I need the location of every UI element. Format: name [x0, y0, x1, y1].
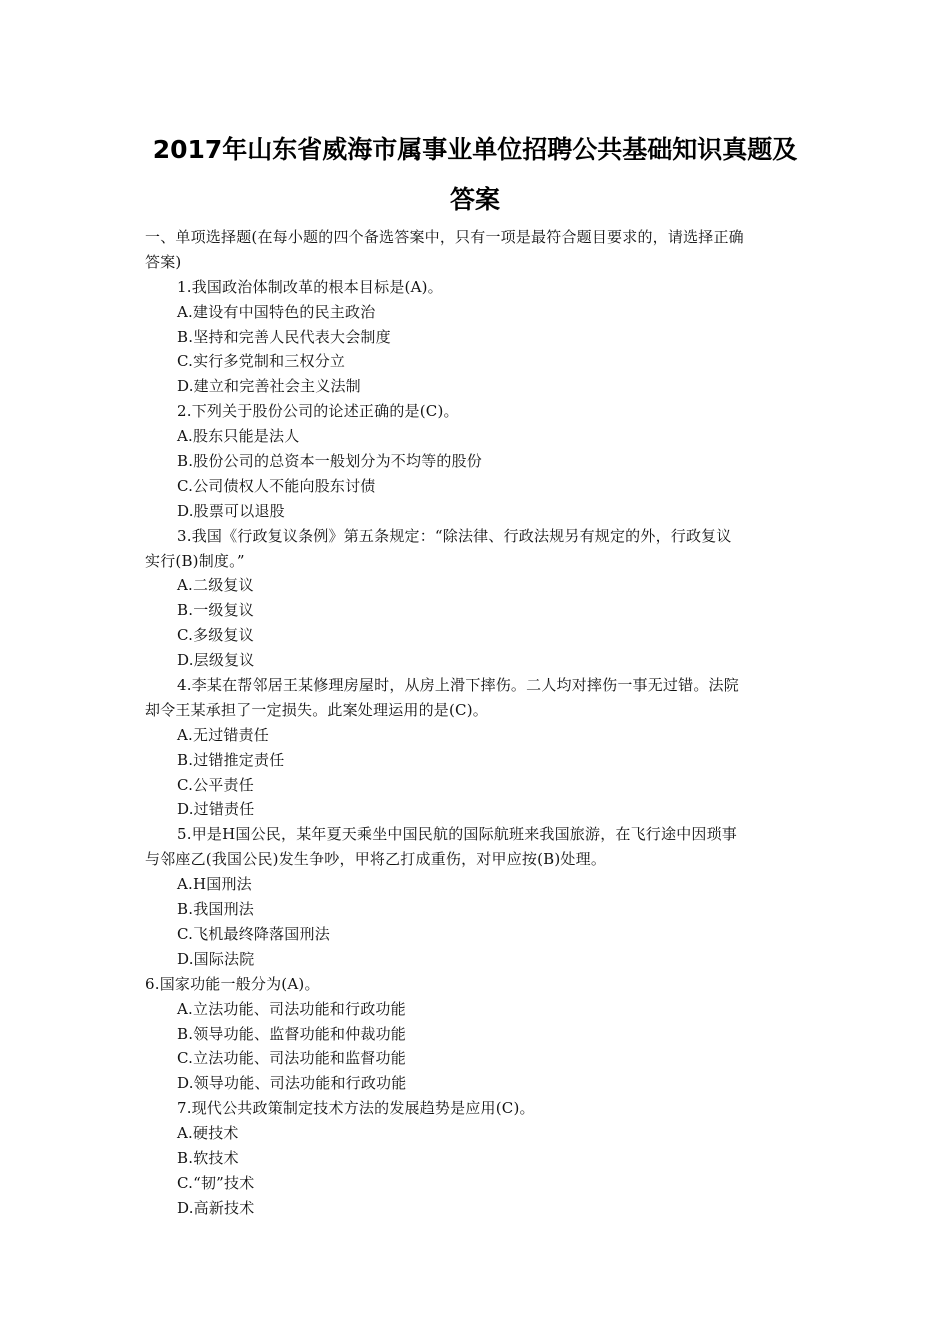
question-5-option-a: A.H国刑法	[177, 875, 252, 894]
question-4-option-a: A.无过错责任	[177, 725, 270, 744]
question-1-option-b: B.坚持和完善人民代表大会制度	[177, 327, 391, 346]
question-4-option-d: D.过错责任	[177, 800, 255, 819]
document-title-line-1: 2017年山东省威海市属事业单位招聘公共基础知识真题及	[152, 135, 798, 164]
question-2: 2.下列关于股份公司的论述正确的是(C)。	[177, 402, 459, 421]
question-5-option-d: D.国际法院	[177, 949, 255, 968]
question-2-option-a: A.股东只能是法人	[177, 427, 300, 446]
question-7-option-d: D.高新技术	[177, 1198, 255, 1217]
question-1-option-c: C.实行多党制和三权分立	[177, 352, 346, 371]
question-3-option-d: D.层级复议	[177, 651, 255, 670]
question-3: 3.我国《行政复议条例》第五条规定：“除法律、行政法规另有规定的外，行政复议	[177, 526, 732, 545]
question-2-option-c: C.公司债权人不能向股东讨债	[177, 476, 376, 495]
question-1: 1.我国政治体制改革的根本目标是(A)。	[177, 277, 443, 296]
question-6-option-d: D.领导功能、司法功能和行政功能	[177, 1074, 407, 1093]
question-7: 7.现代公共政策制定技术方法的发展趋势是应用(C)。	[177, 1099, 535, 1118]
document-title-line-2: 答案	[449, 185, 500, 214]
question-5: 5.甲是H国公民，某年夏天乘坐中国民航的国际航班来我国旅游，在飞行途中因琐事	[177, 825, 737, 844]
question-6-option-b: B.领导功能、监督功能和仲裁功能	[177, 1024, 406, 1043]
question-7-option-c: C.“韧”技术	[177, 1173, 255, 1192]
question-5-option-b: B.我国刑法	[177, 900, 254, 919]
question-5-option-c: C.飞机最终降落国刑法	[177, 924, 330, 943]
question-1-option-d: D.建立和完善社会主义法制	[177, 377, 361, 396]
question-3-option-a: A.二级复议	[177, 576, 254, 595]
question-3-option-c: C.多级复议	[177, 626, 254, 645]
question-2-option-b: B.股份公司的总资本一般划分为不均等的股份	[177, 452, 482, 471]
question-4: 4.李某在帮邻居王某修理房屋时，从房上滑下摔伤。二人均对摔伤一事无过错。法院	[177, 676, 739, 695]
question-6: 6.国家功能一般分为(A)。	[145, 974, 320, 993]
section-heading-continued: 答案)	[145, 252, 182, 271]
section-heading: 一、单项选择题(在每小题的四个备选答案中，只有一项是最符合题目要求的，请选择正确	[145, 228, 744, 246]
question-6-option-a: A.立法功能、司法功能和行政功能	[177, 999, 406, 1018]
question-3-continued: 实行(B)制度。”	[145, 551, 245, 570]
question-7-option-b: B.软技术	[177, 1148, 239, 1167]
document-body	[145, 225, 810, 1221]
question-4-continued: 却令王某承担了一定损失。此案处理运用的是(C)。	[145, 700, 488, 719]
question-4-option-b: B.过错推定责任	[177, 750, 285, 769]
question-1-option-a: A.建设有中国特色的民主政治	[177, 302, 376, 321]
question-7-option-a: A.硬技术	[177, 1124, 239, 1143]
question-6-option-c: C.立法功能、司法功能和监督功能	[177, 1049, 406, 1068]
question-4-option-c: C.公平责任	[177, 775, 254, 794]
question-5-continued: 与邻座乙(我国公民)发生争吵，甲将乙打成重伤，对甲应按(B)处理。	[145, 850, 607, 869]
question-2-option-d: D.股票可以退股	[177, 501, 285, 520]
question-3-option-b: B.一级复议	[177, 601, 254, 620]
